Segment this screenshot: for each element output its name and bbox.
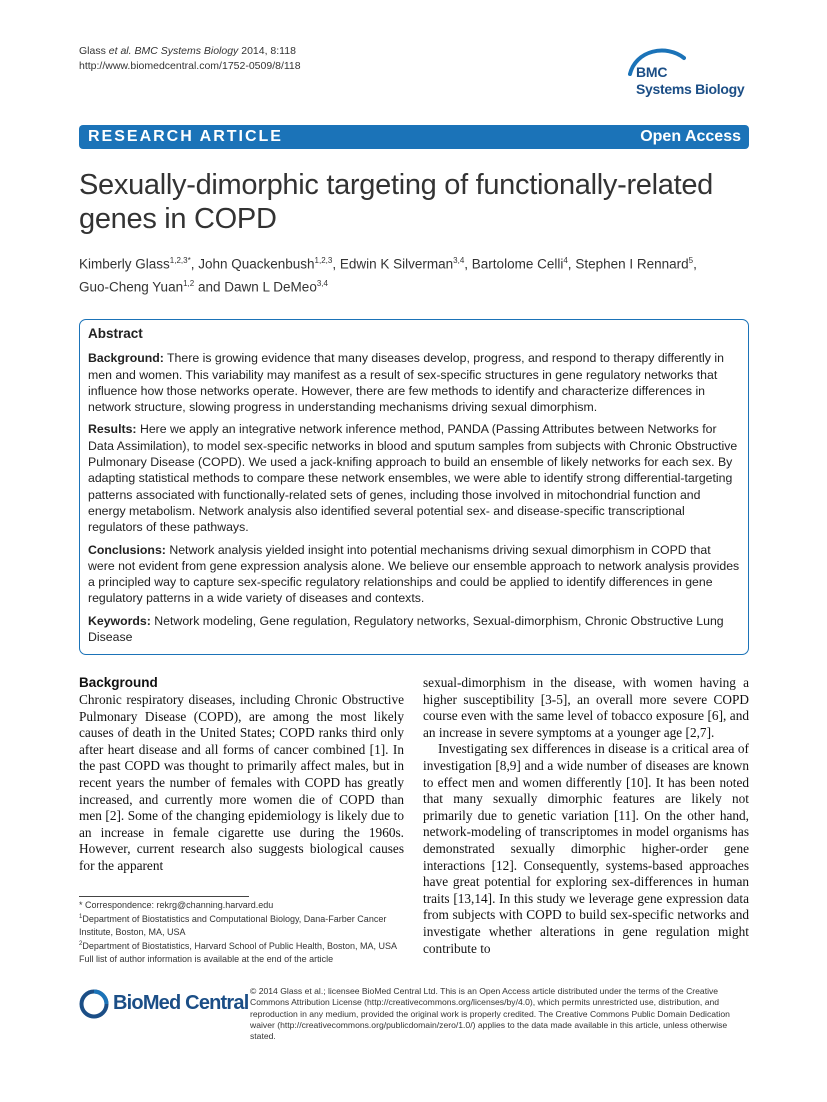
body-paragraph: Investigating sex differences in disease is a critical area of investigation [8,9] and a wide number of diseases are known to effect men and women differently [10]. It has been noted that many sexually dimorphic features are likely not primarily due to genetic variation [11]. On the other hand, network-modeling of transcriptomes in model organisms has demonstrated sexually dimorphic higher-order gene interactions [12]. Consequently, systems-based approaches have great potential for exploring sex-differences in human traits [13,14]. In this study we leverage gene expression data from subjects with COPD to build sex-specific networks and investigate whether alterations in gene regulation might contribute to xyxy=(423,741,749,956)
section-heading: Background xyxy=(79,675,158,690)
citation-line: Glass et al. BMC Systems Biology 2014, 8:118 xyxy=(79,45,296,57)
open-access-label: Open Access xyxy=(640,128,741,145)
abstract-box xyxy=(79,319,749,655)
correspondence-note: * Correspondence: rekrg@channing.harvard.edu xyxy=(79,900,274,910)
author: Bartolome Celli xyxy=(471,256,564,272)
journal-reference xyxy=(79,44,301,74)
affiliation-note: $^1$Department of Biostatistics and Computational Biology, Dana-Farber Cancer Institute, Boston, MA, USA xyxy=(79,914,387,937)
abstract-results: Results: Here we apply an integrative network inference method, PANDA (Passing Attributes between Networks for Data Assimilation), to model sex-specific networks in blood and sputum samples from subjects with Chronic Obstructive Pulmonary Disease (COPD). We used a jack-knifing approach to build an ensemble of likely networks for each sex. By adapting statistical methods to compare these network ensembles, we were able to identify strong differential-targeting patterns associated with functionally-related sets of genes, including those involved in mitochondrial function and energy metabolism. Network analysis also identified several potential sex- and disease-specific transcriptional regulators of these pathways. xyxy=(88,422,738,535)
article-type-banner xyxy=(79,125,749,149)
abstract-keywords: Keywords: Network modeling, Gene regulation, Regulatory networks, Sexual-dimorphism, Chronic Obstructive Lung Disease xyxy=(88,613,724,645)
abstract-heading: Abstract xyxy=(88,326,143,341)
article-title: Sexually-dimorphic targeting of functionally-related genes in COPD xyxy=(79,169,714,235)
abstract-conclusions: Conclusions: Network analysis yielded insight into potential mechanisms driving sexual dimorphism in COPD that were not evident from gene expression analysis alone. We believe our ensemble approach to network analysis provides a principled way to capture sex-specific regulatory relationships and could be applied to identify differences in gene regulatory patterns in a wide variety of diseases and contexts. xyxy=(88,542,740,606)
journal-logo xyxy=(626,44,751,106)
author: John Quackenbush xyxy=(198,256,315,272)
publisher-name: BioMed Central xyxy=(113,992,249,1014)
author: Kimberly Glass xyxy=(79,256,170,272)
logo-journal-name: Systems Biology xyxy=(636,81,745,97)
author: Stephen I Rennard xyxy=(575,256,689,272)
body-column-left xyxy=(79,675,404,875)
footnotes xyxy=(79,899,404,965)
footnote-divider xyxy=(79,896,249,897)
license-text: © 2014 Glass et al.; licensee BioMed Central Ltd. This is an Open Access article distributed under the terms of the Creative Commons Attribution License (http://creativecommons.org/licenses/by/4.0), which permits unrestricted use, distribution, and reproduction in any medium, provided the original work is properly credited. The Creative Commons Public Domain Dedication waiver (http://creativecommons.org/publicdomain/zero/1.0/) applies to the data made available in this article, unless otherwise stated. xyxy=(250,986,730,1042)
body-paragraph: sexual-dimorphism in the disease, with women having a higher susceptibility [3-5], an overall more severe COPD course even with the same level of tobacco exposure [6], and an increase in severe symptoms at a younger age [2,7]. xyxy=(423,675,749,740)
article-url[interactable]: http://www.biomedcentral.com/1752-0509/8/118 xyxy=(79,60,301,72)
author-list: Kimberly Glass$^{1,2,3*}$, John Quackenbush$^{1,2,3}$, Edwin K Silverman$^{3,4}$, Bartolome Celli$^4$, Stephen I Rennard$^5$, Guo-Cheng Yuan$^{1,2}$ and Dawn L DeMeo$^{3,4}$ xyxy=(79,256,697,294)
abstract-background: Background: There is growing evidence that many diseases develop, progress, and respond to therapy differently in men and women. This variability may manifest as a result of sex-specific structures in gene regulatory networks that influence how those networks operate. However, there are few methods to identify and characterize differences in network structure, slowing progress in understanding mechanisms driving sexual dimorphism. xyxy=(88,351,724,415)
author: Dawn L DeMeo xyxy=(224,279,317,294)
body-paragraph: Chronic respiratory diseases, including Chronic Obstructive Pulmonary Disease (COPD), are among the most likely causes of death in the United States; COPD ranks third only after heart disease and all forms of cancer combined [1]. In the past COPD was thought to primarily affect males, but in recent years the number of females with COPD has greatly increased, and currently more women die of COPD than men [2]. Some of the changing epidemiology is likely due to an increase in female cigarette use during the 1960s. However, current research also suggests biological causes for the apparent xyxy=(79,692,404,873)
author-info-note: Full list of author information is available at the end of the article xyxy=(79,953,334,964)
affiliation-note: $^2$Department of Biostatistics, Harvard School of Public Health, Boston, MA, USA xyxy=(79,941,397,952)
logo-bmc: BMC xyxy=(636,64,668,80)
article-type: RESEARCH ARTICLE xyxy=(88,128,283,145)
author: Edwin K Silverman xyxy=(339,256,454,272)
publisher-logo xyxy=(79,989,249,1019)
biomed-circle-icon xyxy=(79,989,109,1019)
body-column-right xyxy=(423,675,749,957)
author: Guo-Cheng Yuan xyxy=(79,279,184,294)
